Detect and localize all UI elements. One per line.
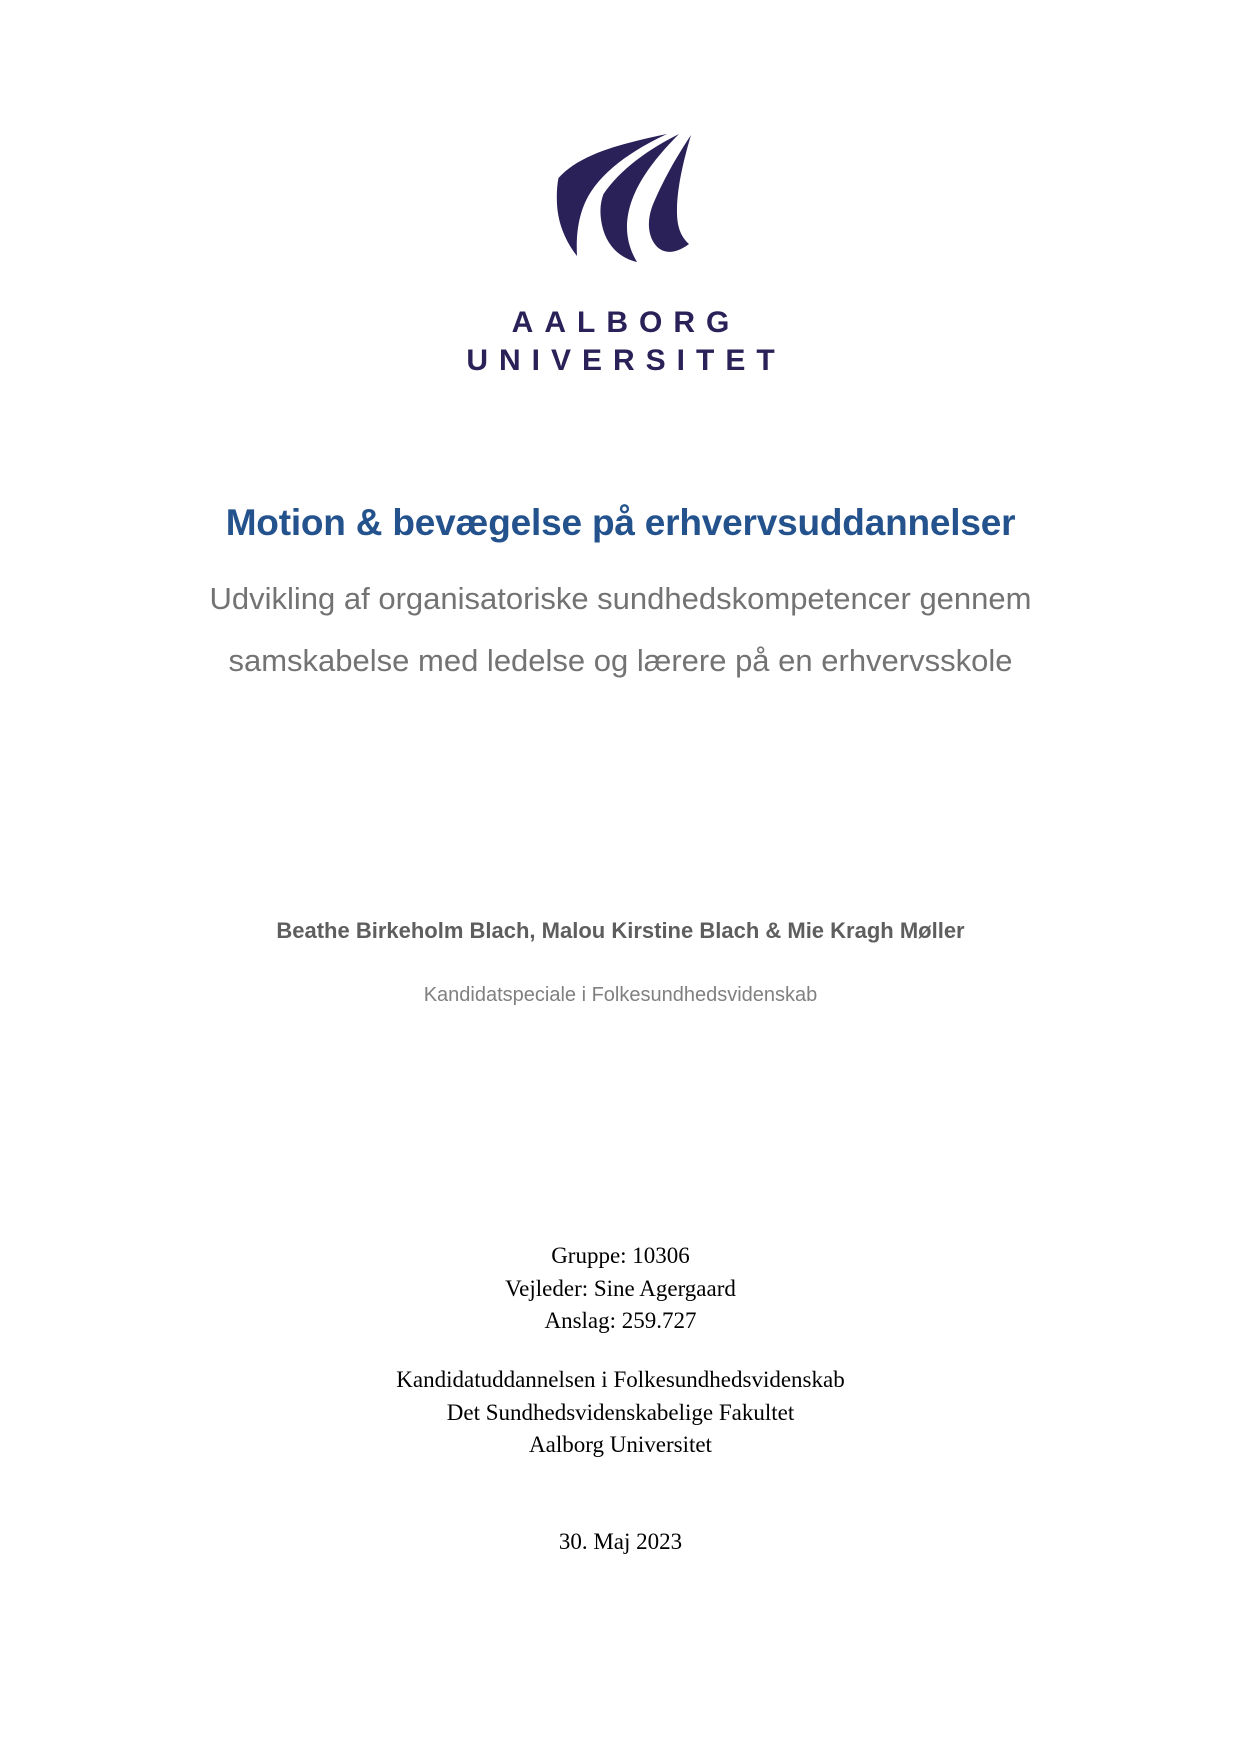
submission-date: 30. Maj 2023 bbox=[558, 1529, 683, 1554]
aalborg-university-logo-icon bbox=[541, 132, 701, 264]
author-names: Beathe Birkeholm Blach, Malou Kirstine Blach & Mie Kragh Møller bbox=[276, 918, 965, 943]
authors-section bbox=[100, 917, 1141, 1008]
group-number: Gruppe: 10306 bbox=[551, 1243, 690, 1268]
page-title: Motion & bevægelse på erhvervsuddannelser bbox=[225, 502, 1016, 543]
meta-section bbox=[100, 1240, 1141, 1338]
institution-section bbox=[100, 1364, 1141, 1462]
title-section bbox=[100, 500, 1141, 692]
logo-word-aalborg: AALBORG bbox=[511, 306, 741, 339]
university-logo bbox=[0, 132, 1241, 381]
institution-programme: Kandidatuddannelsen i Folkesundhedsvidenskab bbox=[396, 1367, 845, 1392]
institution-university: Aalborg Universitet bbox=[529, 1432, 712, 1458]
logo-wordmark bbox=[0, 304, 1241, 381]
date-section bbox=[100, 1526, 1141, 1559]
supervisor-name: Vejleder: Sine Agergaard bbox=[505, 1275, 736, 1301]
page-subtitle: Udvikling af organisatoriske sundhedskompetencer gennem samskabelse med ledelse og lærere på en erhvervsskole bbox=[209, 581, 1032, 679]
logo-word-universitet: UNIVERSITET bbox=[466, 344, 786, 378]
institution-faculty: Det Sundhedsvidenskabelige Fakultet bbox=[446, 1399, 795, 1425]
programme-label: Kandidatspeciale i Folkesundhedsvidenskab bbox=[423, 983, 818, 1006]
character-count: Anslag: 259.727 bbox=[544, 1308, 697, 1334]
